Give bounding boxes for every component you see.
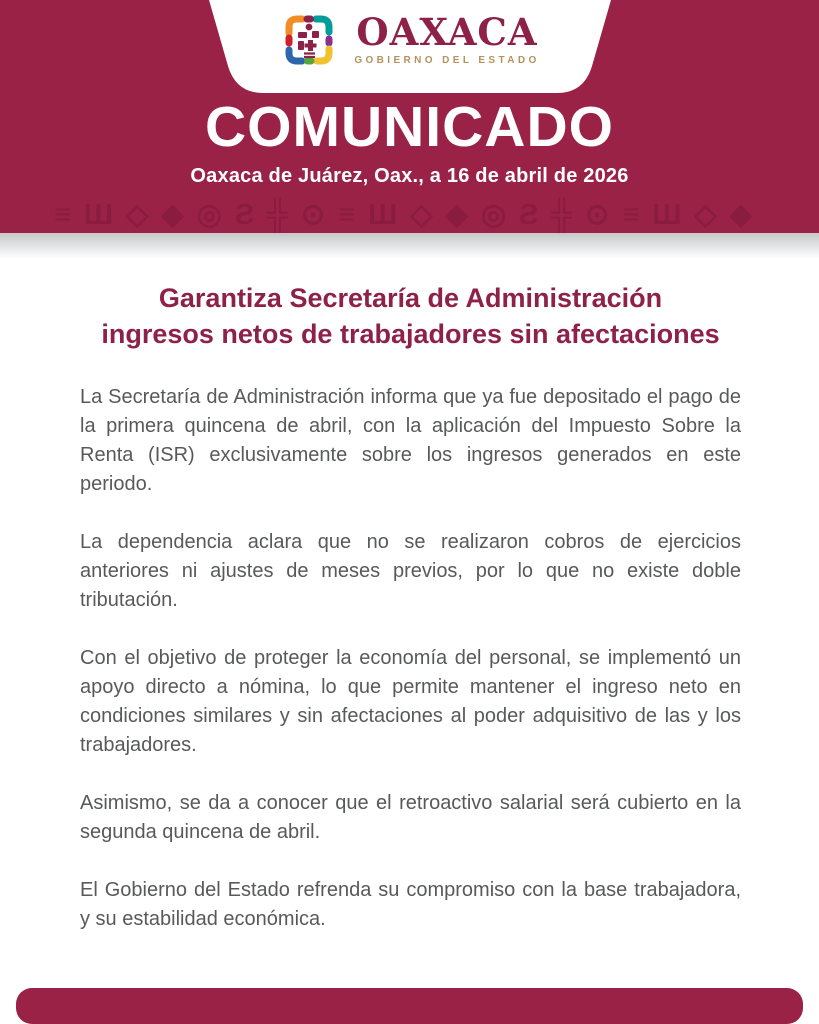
paragraph: El Gobierno del Estado refrenda su compromiso con la base trabajadora, y su estabilidad económica. bbox=[80, 879, 741, 931]
oaxaca-emblem-icon bbox=[279, 10, 339, 70]
header-banner bbox=[0, 0, 819, 233]
dateline: Oaxaca de Juárez, Oax., a 16 de abril de 2026 bbox=[190, 165, 629, 187]
article-title-line2: ingresos netos de trabajadores sin afectaciones bbox=[101, 318, 720, 349]
logo-text bbox=[354, 10, 540, 66]
logo-tab bbox=[209, 0, 611, 93]
article-title bbox=[68, 281, 753, 352]
logo-lockup bbox=[209, 0, 611, 80]
footer-bar bbox=[16, 988, 803, 1024]
logo-tagline: GOBIERNO DEL ESTADO bbox=[354, 55, 540, 66]
fade-divider bbox=[0, 233, 819, 259]
paragraph: Con el objetivo de proteger la economía del personal, se implementó un apoyo directo a nómina, lo que permite mantener el ingreso neto en condiciones similares y sin afectaciones al poder adquisitivo de las y los trabajadores. bbox=[80, 647, 741, 757]
paragraph: La Secretaría de Administración informa que ya fue depositado el pago de la primera quincena de abril, con la aplicación del Impuesto Sobre la Renta (ISR) exclusivamente sobre los ingresos generados en este periodo. bbox=[80, 386, 741, 496]
comunicado-title: COMUNICADO bbox=[205, 95, 614, 159]
paragraph: La dependencia aclara que no se realizaron cobros de ejercicios anteriores ni ajustes de meses previos, por lo que no existe doble tributación. bbox=[80, 531, 741, 612]
article-body bbox=[80, 281, 741, 963]
logo-wordmark: OAXACA bbox=[356, 10, 538, 54]
article-title-line1: Garantiza Secretaría de Administración bbox=[158, 283, 663, 313]
paragraph: Asimismo, se da a conocer que el retroactivo salarial será cubierto en la segunda quincena de abril. bbox=[80, 792, 741, 844]
indigenous-pattern-band: ≡Ш◇◆◎Ƨ╬⊙≡Ш◇◆◎Ƨ╬⊙≡Ш◇◆ bbox=[54, 199, 765, 231]
